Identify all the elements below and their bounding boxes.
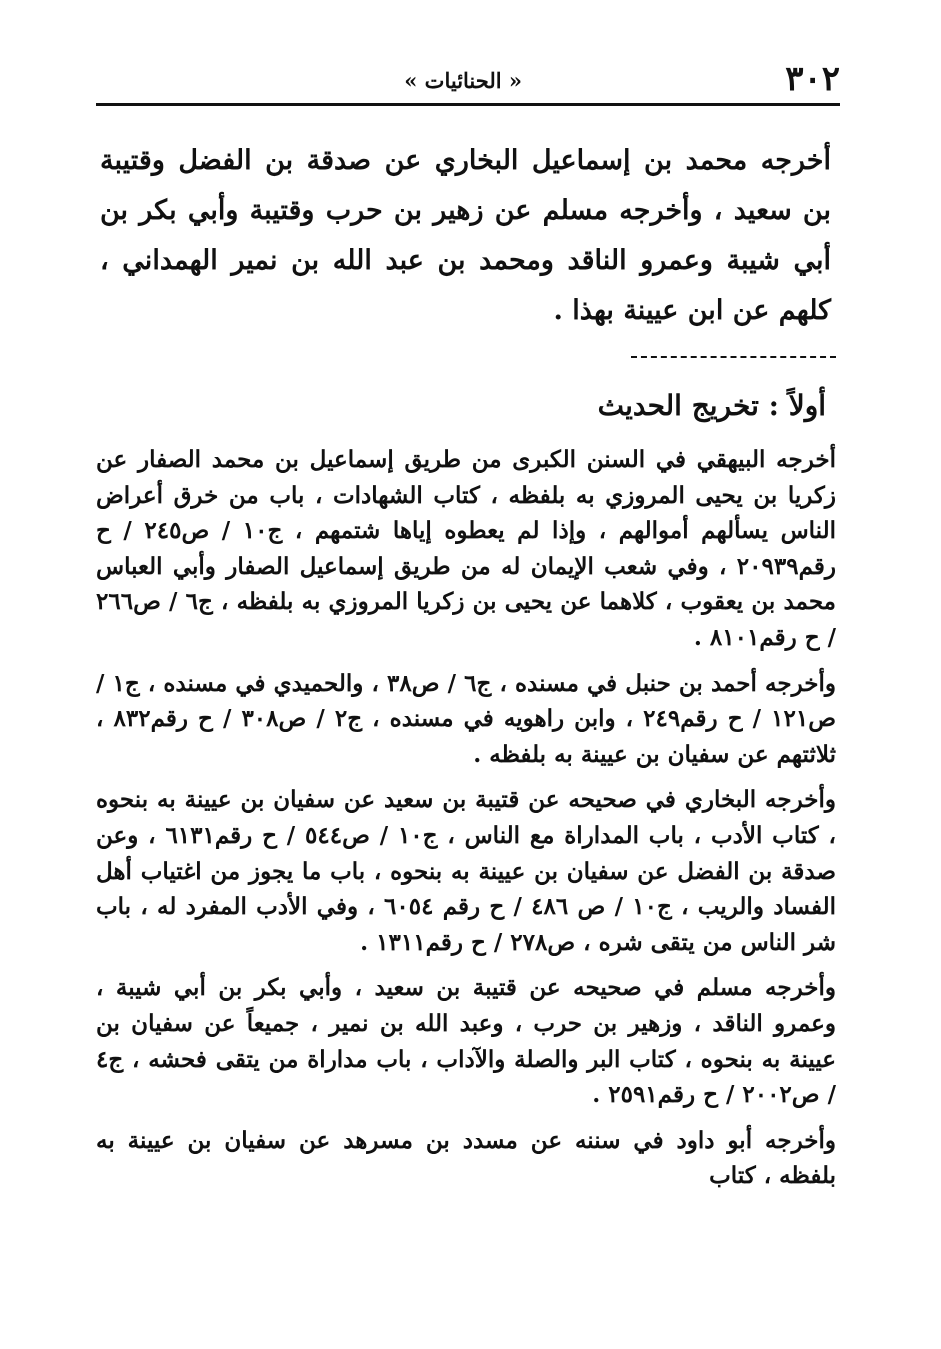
- body-paragraph-5: وأخرجه أبو داود في سننه عن مسدد بن مسرهد عن سفيان بن عيينة به بلفظه ، كتاب: [96, 1126, 836, 1190]
- body-paragraph-4: وأخرجه مسلم في صحيحه عن قتيبة بن سعيد ، وأبي بكر بن أبي شيبة ، وعمرو الناقد ، وزهير بن حرب ، وعبد الله بن نمير ، جميعاً عن سفيان بن عيينة به بنحوه ، كتاب البر والصلة والآداب ، باب مداراة من يتقى فحشه ، ج٤ / ص٢٠٠٢ / ح رقم٢٥٩١ .: [96, 974, 836, 1109]
- body-paragraph-1: أخرجه البيهقي في السنن الكبرى من طريق إسماعيل بن محمد الصفار عن زكريا بن يحيى المروزي به بلفظه ، كتاب الشهادات ، باب من خرق أعراض الناس يسألهم أموالهم ، وإذا لم يعطوه إياها شتمهم ، ج١٠ / ص٢٤٥ / ح رقم٢٠٩٣٩ ، وفي شعب الإيمان له من طريق إسماعيل الصفار وأبي العباس محمد بن يعقوب ، كلاهما عن يحيى بن زكريا المروزي به بلفظه ، ج٦ / ص٢٦٦ / ح رقم٨١٠١ .: [96, 446, 837, 651]
- page-content: [96, 136, 836, 1194]
- running-title: « الحنائيات »: [404, 68, 522, 93]
- body-paragraph-3: وأخرجه البخاري في صحيحه عن قتيبة بن سعيد عن سفيان بن عيينة به بنحوه ، كتاب الأدب ، باب المداراة مع الناس ، ج١٠ / ص٥٤٤ / ح رقم٦١٣١ ، وعن صدقة بن الفضل عن سفيان بن عيينة به بنحوه ، باب ما يجوز من اغتياب أهل الفساد والريب ، ج١٠ / ص ٤٨٦ / ح رقم ٦٠٥٤ ، وفي الأدب المفرد له ، باب شر الناس من يتقى شره ، ص٢٧٨ / ح رقم١٣١١ .: [96, 786, 836, 956]
- page-number: ٣٠٢: [785, 59, 840, 99]
- header-rule: [96, 103, 840, 106]
- body-paragraph-2: وأخرجه أحمد بن حنبل في مسنده ، ج٦ / ص٣٨ ، والحميدي في مسنده ، ج١ / ص١٢١ / ح رقم٢٤٩ ، وابن راهويه في مسنده ، ج٢ / ص٣٠٨ / ح رقم٨٣٢ ، ثلاثتهم عن سفيان بن عيينة به بلفظه .: [96, 669, 836, 768]
- section-heading: أولاً : تخريج الحديث: [597, 389, 826, 422]
- dashed-separator: [631, 356, 836, 358]
- intro-paragraph: أخرجه محمد بن إسماعيل البخاري عن صدقة بن الفضل وقتيبة بن سعيد ، وأخرجه مسلم عن زهير بن حرب وقتيبة وأبي بكر بن أبي شيبة وعمرو الناقد ومحمد بن عبد الله بن نمير الهمداني ، كلهم عن ابن عيينة بهذا .: [100, 145, 831, 326]
- page-header: [96, 58, 840, 104]
